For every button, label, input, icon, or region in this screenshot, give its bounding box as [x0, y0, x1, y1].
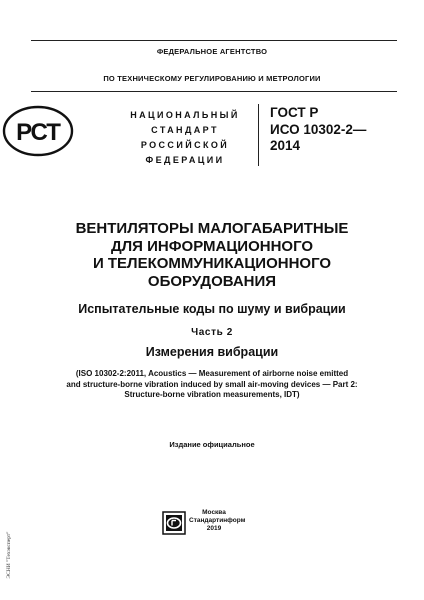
national-standard-block — [110, 108, 260, 168]
national-standard-line4: ФЕДЕРАЦИИ — [145, 155, 225, 165]
standard-designation — [270, 105, 366, 155]
title-line2: ДЛЯ ИНФОРМАЦИОННОГО — [110, 237, 314, 255]
standartinform-logo-icon — [162, 511, 186, 535]
national-standard-line3: РОССИЙСКОЙ — [140, 140, 230, 150]
title-line1: ВЕНТИЛЯТОРЫ МАЛОГАБАРИТНЫЕ — [75, 220, 349, 237]
publisher-name: Стандартинформ — [189, 517, 246, 524]
agency-name-line1: ФЕДЕРАЛЬНОЕ АГЕНТСТВО — [156, 47, 268, 56]
publisher-block — [189, 509, 246, 533]
agency-name-line2: ПО ТЕХНИЧЕСКОМУ РЕГУЛИРОВАНИЮ И МЕТРОЛОГИИ — [103, 74, 321, 83]
publisher-city: Москва — [202, 509, 226, 516]
iso-reference-line1: (ISO 10302-2:2011, Acoustics — Measurement of airborne noise emitted — [75, 369, 349, 378]
designation-line1: ГОСТ Р — [270, 105, 319, 120]
national-standard-line1: НАЦИОНАЛЬНЫЙ — [130, 110, 240, 120]
document-title — [0, 220, 424, 290]
publisher-year: 2019 — [206, 525, 222, 532]
iso-reference — [0, 369, 424, 401]
designation-line2: ИСО 10302-2— — [270, 121, 367, 137]
top-divider — [31, 40, 397, 41]
iso-reference-line3: Structure-borne vibration measurements, IDT) — [124, 390, 300, 399]
title-line3: И ТЕЛЕКОММУНИКАЦИОННОГО — [92, 255, 332, 272]
part-title: Измерения вибрации — [145, 345, 279, 359]
side-stamp-text: ЭСНИ "Техэксперт" — [6, 531, 12, 579]
iso-reference-line2: and structure-borne vibration induced by small air-moving devices — Part 2: — [66, 379, 358, 389]
edition-label: Издание официальное — [169, 440, 255, 449]
part-number: Часть 2 — [191, 327, 233, 338]
pct-certification-mark-icon — [2, 105, 74, 157]
document-subtitle: Испытательные коды по шуму и вибрации — [78, 302, 346, 316]
side-stamp — [4, 510, 14, 600]
title-line4: ОБОРУДОВАНИЯ — [147, 272, 277, 290]
header-divider — [31, 91, 397, 92]
designation-divider — [258, 104, 259, 166]
designation-line3: 2014 — [270, 138, 301, 153]
logo-text: РСТ — [16, 119, 60, 146]
national-standard-line2: СТАНДАРТ — [151, 125, 219, 135]
